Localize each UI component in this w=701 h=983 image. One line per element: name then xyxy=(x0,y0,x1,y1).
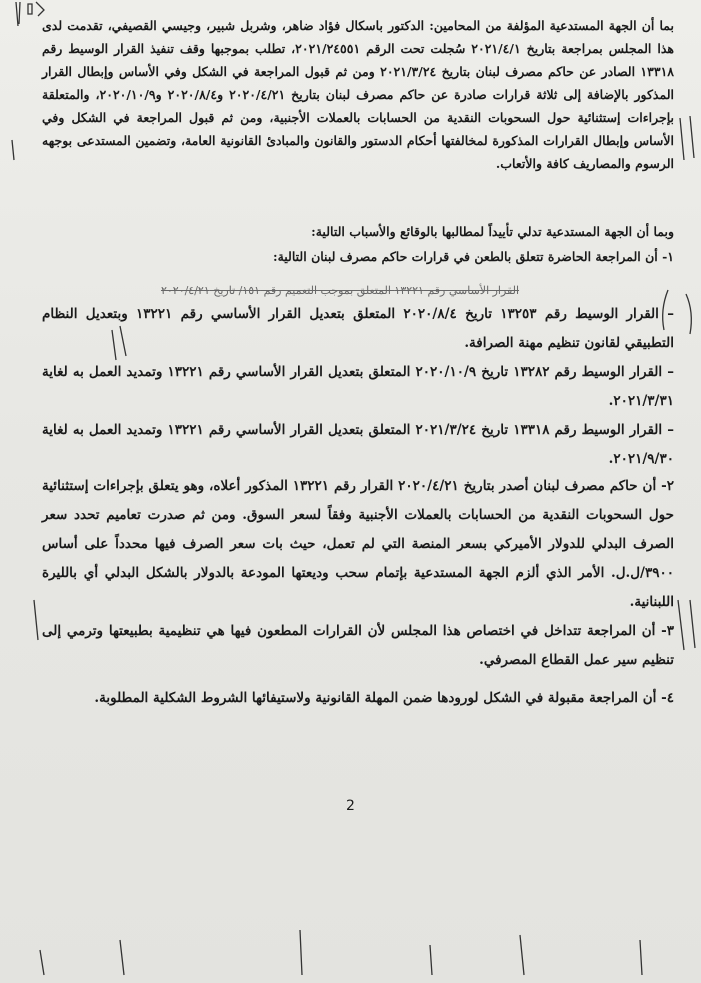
contested-decision-3: – القرار الوسيط رقم ١٣٣١٨ تاريخ ٢٠٢١/٣/٢٤ المتعلق بتعديل القرار الأساسي رقم ١٣٢٢١ وتمديد العمل به لغاية ٢٠٢١/٩/٣٠. xyxy=(42,422,674,467)
grounds-intro: وبما أن الجهة المستدعية تدلي تأييداً لمطالبها بالوقائع والأسباب التالية: xyxy=(311,224,674,239)
intro-paragraph: بما أن الجهة المستدعية المؤلفة من المحامين: الدكتور باسكال فؤاد ضاهر، وشربل شبير، وجيسي القصيفي، تقدمت لدى هذا المجلس بمراجعة بتاريخ ٢٠٢١/٤/١ سُجلت تحت الرقم ٢٠٢١/٢٤٥٥١، تطلب بموجبها وقف تنفيذ القرار الوسيط رقم ١٣٣١٨ الصادر عن حاكم مصرف لبنان بتاريخ ٢٠٢١/٣/٢٤ ومن ثم قبول المراجعة في الشكل وفي الأساس وإبطال القرار المذكور بالإضافة إلى ثلاثة قرارات صادرة عن حاكم مصرف لبنان بتاريخ ٢٠٢٠/٤/٢١ و٢٠٢٠/٨/٤ و٢٠٢٠/١٠/٩، والمتعلقة بإجراءات إستثنائية حول السحوبات النقدية من الحسابات بالعملات الأجنبية، ومن ثم قبول المراجعة في الشكل وفي الأساس وإبطال القرارات المذكورة لمخالفتها أحكام الدستور والقانون والمبادئ القانونية العامة، وتضمين المستدعى بوجهه الرسوم والمصاريف كافة والأتعاب. xyxy=(42,18,674,171)
contested-decision-2: – القرار الوسيط رقم ١٣٢٨٢ تاريخ ٢٠٢٠/١٠/٩ المتعلق بتعديل القرار الأساسي رقم ١٣٢٢١ وتمديد العمل به لغاية ٢٠٢١/٣/٣١. xyxy=(42,364,674,409)
point-4: ٤- أن المراجعة مقبولة في الشكل لورودها ضمن المهلة القانونية ولاستيفائها الشروط الشكلية المطلوبة. xyxy=(94,690,674,706)
point-1: ١- أن المراجعة الحاضرة تتعلق بالطعن في قرارات حاكم مصرف لبنان التالية: xyxy=(272,249,674,264)
point-2: ٢- أن حاكم مصرف لبنان أصدر بتاريخ ٢٠٢٠/٤/٢١ القرار رقم ١٣٢٢١ المذكور أعلاه، وهو يتعلق بإجراءات إستثنائية حول السحوبات النقدية من الحسابات بالعملات الأجنبية وفقاً لسعر السوق. ومن ثم صدرت تعاميم تحدد سعر الصرف البدلي للدولار الأميركي بسعر المنصة التي لم تعمل، حيث بات سعر الصرف فيها محدداً على أساس ٣٩٠٠/ل.ل. الأمر الذي ألزم الجهة المستدعية بإتمام سحب وديعتها المودعة بالدولار بالشكل البدلي أي بالليرة اللبنانية. xyxy=(42,478,674,610)
struck-through-line: القرار الأساسي رقم ١٣٢٢١ المتعلق بموجب التعميم رقم ١٥١/ تاريخ ٢٠٢٠/٤/٢١ xyxy=(160,284,520,297)
contested-decision-1: – القرار الوسيط رقم ١٣٢٥٣ تاريخ ٢٠٢٠/٨/٤ المتعلق بتعديل القرار الأساسي رقم ١٣٢٢١ وبتعديل النظام التطبيقي لقانون تنظيم مهنة الصرافة. xyxy=(42,306,674,351)
point-3: ٣- أن المراجعة تتداخل في اختصاص هذا المجلس لأن القرارات المطعون فيها هي تنظيمية بطبيعتها وترمي إلى تنظيم سير عمل القطاع المصرفي. xyxy=(42,623,674,668)
page-number: 2 xyxy=(346,798,355,814)
